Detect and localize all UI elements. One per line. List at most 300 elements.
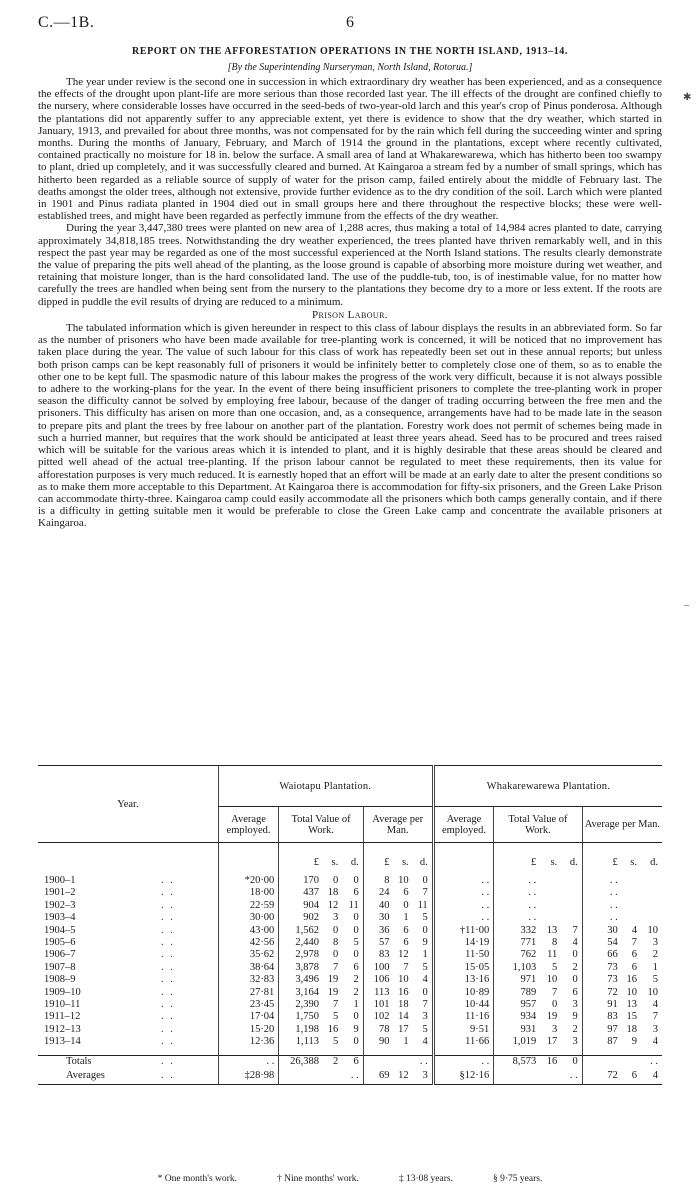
waiotapu-value-shillings-cell: 7 bbox=[333, 961, 339, 973]
waiotapu-avg-employed-cell: 23·45 bbox=[218, 999, 279, 1011]
leader-dots: . . bbox=[161, 1023, 175, 1035]
waiotapu-total-pounds: 26,388 bbox=[279, 1055, 323, 1070]
leader-dots: . . bbox=[161, 999, 175, 1011]
table-row bbox=[38, 900, 662, 912]
waiotapu-value-shillings-cell: 5 bbox=[333, 1011, 339, 1023]
whaka-value-shillings-cell bbox=[540, 912, 561, 924]
waiotapu-value-shillings-cell: 5 bbox=[333, 1036, 339, 1048]
year-cell: 1909–10 bbox=[44, 986, 81, 998]
waiotapu-per-man-pence-cell: 11 bbox=[417, 899, 428, 911]
prison-labour-table bbox=[38, 765, 662, 1085]
paragraph-drought: The year under review is the second one in succession in which extraordinary dry weather has been experienced, and as a consequence the effects of the drought upon plant-life are more serious than those recorded last year. The ill effects of the drought are confined chiefly to the nursery, where considerable losses have occurred in the seed-beds of two-year-old larch and this year's crop of Pinus ponderosa. Although the plantations did not apparently suffer to any appreciable extent, yet there is evidence to show that the dry weather, which started in January, 1913, and prevailed for about three months, was not compensated for by the rain which fell during the succeeding winter and spring months. During the months of January, February, and March of 1914 the ground in the plantations, except where recently cultivated, contained practically no moisture for 18 in. below the surface. A small area of land at Whakarewarewa, which has hitherto been too swampy to plant, dried up completely, and it was successfully cleared and burned. At Kaingaroa a stream fed by a number of small springs, which has hitherto been regarded as a reliable source of supply of water for the prison camp, failed entirely about the middle of February last. The deaths amongst the older trees, although not extensive, provide further evidence as to the dry condition of the soil. Larch which were planted in 1901 and Pinus radiata planted in 1904 died out in small groups here and there throughout the respective blocks; these were well-established trees, and might have been regarded as perfectly immune from the effects of the dry weather. bbox=[38, 76, 662, 223]
year-cell: 1902–3 bbox=[44, 899, 76, 911]
whaka-per-man-pounds-cell: 54 bbox=[582, 937, 622, 949]
unit-shillings: s. bbox=[401, 856, 409, 868]
waiotapu-value-pounds-cell: 3,496 bbox=[279, 974, 323, 986]
totals-row bbox=[38, 1055, 662, 1070]
waiotapu-value-shillings-cell: 3 bbox=[333, 912, 339, 924]
year-cell: 1903–4 bbox=[44, 912, 76, 924]
waiotapu-value-pounds-cell: 2,978 bbox=[279, 949, 323, 961]
waiotapu-value-pence-cell: 2 bbox=[353, 974, 359, 986]
leader-dots: . . bbox=[279, 1070, 363, 1085]
whaka-avg-employed-cell: 11·16 bbox=[433, 1011, 494, 1023]
unit-pence: d. bbox=[650, 856, 658, 868]
table-row bbox=[38, 875, 662, 887]
whaka-avg-employed-overall: §12·16 bbox=[433, 1070, 494, 1085]
waiotapu-value-pounds-cell: 2,390 bbox=[279, 999, 323, 1011]
leader-dots: . . bbox=[161, 1036, 175, 1048]
table-row bbox=[38, 1011, 662, 1023]
waiotapu-avg-employed-cell: 22·59 bbox=[218, 900, 279, 912]
whaka-value-pence-cell: 7 bbox=[572, 924, 578, 936]
waiotapu-per-man-pounds-cell: 8 bbox=[363, 875, 393, 887]
whaka-per-man-pence-cell: 10 bbox=[647, 986, 658, 998]
whaka-per-man-shillings-cell: 10 bbox=[626, 986, 637, 998]
whaka-value-pence-cell bbox=[561, 887, 582, 899]
whaka-per-man-pence-cell: 3 bbox=[652, 1023, 658, 1035]
waiotapu-per-man-shillings-cell: 0 bbox=[403, 899, 409, 911]
whaka-per-man-pounds-cell: 87 bbox=[582, 1036, 622, 1048]
year-cell: 1910–11 bbox=[44, 999, 81, 1011]
leader-dots: . . bbox=[433, 1055, 494, 1070]
waiotapu-per-man-shillings-cell: 12 bbox=[398, 949, 409, 961]
whaka-per-man-shillings-cell: 6 bbox=[631, 961, 637, 973]
whaka-total-value-header: Total Value of Work. bbox=[494, 807, 582, 843]
whaka-per-man-pence-cell bbox=[641, 912, 662, 924]
waiotapu-per-man-pounds-cell: 57 bbox=[363, 937, 393, 949]
waiotapu-avg-employed-cell: 30·00 bbox=[218, 912, 279, 924]
report-body bbox=[38, 76, 662, 530]
whaka-avg-employed-cell: 11·50 bbox=[433, 949, 494, 961]
waiotapu-per-man-pounds-cell: 101 bbox=[363, 999, 393, 1011]
whaka-value-pence-cell: 2 bbox=[572, 961, 578, 973]
whaka-value-pence-cell: 2 bbox=[572, 1023, 578, 1035]
margin-mark: – bbox=[684, 600, 689, 611]
waiotapu-value-shillings-cell: 0 bbox=[333, 924, 339, 936]
whaka-per-man-shillings-cell: 4 bbox=[631, 924, 637, 936]
waiotapu-value-shillings-cell: 0 bbox=[333, 875, 339, 886]
whaka-avg-pounds: 72 bbox=[582, 1070, 622, 1085]
waiotapu-value-pence-cell: 5 bbox=[353, 937, 359, 949]
whaka-per-man-pence-cell: 7 bbox=[652, 1011, 658, 1023]
whaka-per-man-shillings-cell bbox=[622, 900, 641, 912]
waiotapu-per-man-pence-cell: 4 bbox=[422, 974, 428, 986]
whaka-per-man-pence-cell bbox=[641, 887, 662, 899]
waiotapu-per-man-pence-cell: 7 bbox=[422, 887, 428, 899]
unit-pounds: £ bbox=[494, 843, 541, 876]
table-row bbox=[38, 912, 662, 924]
whaka-per-man-pounds-cell: 91 bbox=[582, 999, 622, 1011]
whaka-per-man-pounds-cell: . . bbox=[582, 900, 622, 912]
waiotapu-value-pence-cell: 0 bbox=[353, 924, 359, 936]
whaka-value-shillings-cell: 3 bbox=[551, 1023, 558, 1035]
whaka-value-shillings-cell: 8 bbox=[551, 937, 558, 949]
whaka-total-pence: 0 bbox=[572, 1056, 578, 1068]
whaka-avg-employed-cell: 10·89 bbox=[433, 987, 494, 999]
waiotapu-per-man-pounds-cell: 100 bbox=[363, 962, 393, 974]
whaka-avg-employed-cell: 10·44 bbox=[433, 999, 494, 1011]
leader-dots: . . bbox=[494, 1070, 582, 1085]
waiotapu-value-pence-cell: 11 bbox=[348, 899, 359, 911]
whaka-per-man-pounds-cell: 73 bbox=[582, 974, 622, 986]
whaka-per-man-shillings-cell: 15 bbox=[626, 1011, 637, 1023]
report-title: REPORT ON THE AFFORESTATION OPERATIONS IN THE NORTH ISLAND, 1913–14. bbox=[132, 46, 568, 57]
waiotapu-value-pence-cell: 0 bbox=[353, 1011, 359, 1023]
waiotapu-total-value-header: Total Value of Work. bbox=[279, 807, 363, 843]
year-cell: 1904–5 bbox=[44, 924, 76, 936]
whaka-avg-per-man-header: Average per Man. bbox=[582, 807, 662, 843]
leader-dots: . . bbox=[161, 961, 175, 973]
whaka-total-shillings: 16 bbox=[546, 1056, 558, 1068]
waiotapu-per-man-shillings-cell: 16 bbox=[398, 986, 409, 998]
waiotapu-avg-per-man-header: Average per Man. bbox=[363, 807, 433, 843]
waiotapu-total-shillings: 2 bbox=[333, 1056, 339, 1068]
whaka-per-man-pence-cell: 1 bbox=[652, 961, 658, 973]
waiotapu-value-shillings-cell: 8 bbox=[333, 937, 339, 949]
waiotapu-per-man-shillings-cell: 1 bbox=[403, 1036, 409, 1048]
waiotapu-per-man-pence-cell: 5 bbox=[422, 1023, 428, 1035]
waiotapu-value-shillings-cell: 19 bbox=[327, 986, 339, 998]
leader-dots: . . bbox=[161, 949, 175, 961]
waiotapu-per-man-shillings-cell: 10 bbox=[398, 974, 409, 986]
whaka-value-pence-cell bbox=[561, 875, 582, 887]
table-row bbox=[38, 949, 662, 961]
footnote-section: § 9·75 years. bbox=[492, 1174, 543, 1184]
footnote-double-dagger: ‡ 13·08 years. bbox=[398, 1174, 453, 1184]
leader-dots: . . bbox=[161, 912, 175, 924]
leader-dots: . . bbox=[363, 1055, 433, 1070]
whaka-avg-employed-cell: 14·19 bbox=[433, 937, 494, 949]
page-header bbox=[38, 14, 662, 38]
whaka-avg-employed-cell: . . bbox=[433, 887, 494, 899]
table-row bbox=[38, 937, 662, 949]
waiotapu-value-shillings-cell: 7 bbox=[333, 999, 339, 1011]
leader-dots: . . bbox=[218, 1055, 279, 1070]
section-heading-prison-labour: Prison Labour. bbox=[312, 308, 388, 321]
waiotapu-value-pence-cell: 6 bbox=[353, 961, 359, 973]
whaka-per-man-shillings-cell: 16 bbox=[626, 974, 637, 986]
whaka-total-pounds: 8,573 bbox=[494, 1055, 541, 1070]
whaka-value-shillings-cell bbox=[540, 887, 561, 899]
year-cell: 1913–14 bbox=[44, 1036, 81, 1048]
whaka-value-shillings-cell: 17 bbox=[546, 1036, 558, 1048]
whaka-value-pounds-cell: 332 bbox=[494, 925, 541, 937]
waiotapu-per-man-pence-cell: 3 bbox=[422, 1011, 428, 1023]
waiotapu-per-man-pounds-cell: 36 bbox=[363, 925, 393, 937]
waiotapu-value-pence-cell: 9 bbox=[353, 1023, 359, 1035]
report-subtitle: [By the Superintending Nurseryman, North Island, Rotorua.] bbox=[227, 62, 473, 73]
whaka-value-pounds-cell: . . bbox=[494, 887, 541, 899]
averages-label: Averages bbox=[66, 1070, 105, 1082]
waiotapu-per-man-pounds-cell: 30 bbox=[363, 912, 393, 924]
waiotapu-value-pounds-cell: 902 bbox=[279, 912, 323, 924]
whaka-value-shillings-cell: 10 bbox=[546, 974, 558, 986]
waiotapu-value-pounds-cell: 1,198 bbox=[279, 1024, 323, 1036]
year-cell: 1908–9 bbox=[44, 974, 76, 986]
waiotapu-avg-employed-cell: 27·81 bbox=[218, 987, 279, 999]
waiotapu-avg-employed-cell: 35·62 bbox=[218, 949, 279, 961]
unit-pounds: £ bbox=[279, 843, 323, 876]
waiotapu-avg-employed-cell: 43·00 bbox=[218, 925, 279, 937]
waiotapu-per-man-pounds-cell: 106 bbox=[363, 974, 393, 986]
leader-dots: . . bbox=[161, 875, 175, 886]
page-reference: C.—1B. bbox=[38, 14, 95, 31]
whaka-value-shillings-cell: 19 bbox=[546, 1011, 558, 1023]
waiotapu-per-man-shillings-cell: 6 bbox=[403, 937, 409, 949]
waiotapu-per-man-pounds-cell: 102 bbox=[363, 1011, 393, 1023]
unit-shillings: s. bbox=[550, 856, 558, 868]
waiotapu-value-pounds-cell: 1,562 bbox=[279, 925, 323, 937]
unit-shillings: s. bbox=[630, 856, 637, 868]
whaka-per-man-shillings-cell bbox=[622, 912, 641, 924]
waiotapu-value-pounds-cell: 1,113 bbox=[279, 1036, 323, 1048]
waiotapu-avg-shillings: 12 bbox=[398, 1070, 409, 1082]
waiotapu-header: Waiotapu Plantation. bbox=[218, 766, 433, 807]
leader-dots: . . bbox=[582, 1055, 662, 1070]
waiotapu-value-pence-cell: 2 bbox=[353, 986, 359, 998]
whaka-per-man-pounds-cell: . . bbox=[582, 887, 622, 899]
waiotapu-avg-pence: 3 bbox=[422, 1070, 428, 1082]
waiotapu-per-man-pence-cell: 9 bbox=[422, 937, 428, 949]
waiotapu-value-pounds-cell: 2,440 bbox=[279, 937, 323, 949]
waiotapu-value-pounds-cell: 170 bbox=[279, 875, 323, 887]
whaka-per-man-pence-cell: 10 bbox=[647, 924, 658, 936]
year-cell: 1911–12 bbox=[44, 1011, 81, 1023]
whakarewarewa-header: Whakarewarewa Plantation. bbox=[433, 766, 662, 807]
waiotapu-value-pounds-cell: 3,878 bbox=[279, 962, 323, 974]
whaka-per-man-pounds-cell: . . bbox=[582, 912, 622, 924]
waiotapu-avg-employed-cell: 32·83 bbox=[218, 974, 279, 986]
whaka-value-pence-cell: 3 bbox=[572, 999, 578, 1011]
whaka-value-pence-cell bbox=[561, 912, 582, 924]
waiotapu-per-man-shillings-cell: 7 bbox=[403, 961, 409, 973]
whaka-avg-employed-header: Average employed. bbox=[433, 807, 494, 843]
whaka-avg-pence: 4 bbox=[652, 1070, 658, 1082]
waiotapu-per-man-pounds-cell: 78 bbox=[363, 1024, 393, 1036]
year-column-header: Year. bbox=[38, 766, 218, 843]
whaka-per-man-pence-cell: 5 bbox=[652, 974, 658, 986]
table-row bbox=[38, 962, 662, 974]
whaka-avg-employed-cell: 13·16 bbox=[433, 974, 494, 986]
totals-label: Totals bbox=[66, 1056, 92, 1068]
footnote-asterisk: * One month's work. bbox=[157, 1174, 237, 1184]
unit-pounds: £ bbox=[363, 843, 393, 876]
whaka-value-pounds-cell: 931 bbox=[494, 1024, 541, 1036]
whaka-avg-shillings: 6 bbox=[631, 1070, 637, 1082]
waiotapu-avg-employed-cell: 38·64 bbox=[218, 962, 279, 974]
leader-dots: . . bbox=[161, 887, 175, 899]
whaka-value-pounds-cell: 1,019 bbox=[494, 1036, 541, 1048]
whaka-per-man-pence-cell bbox=[641, 900, 662, 912]
waiotapu-value-pence-cell: 0 bbox=[353, 1036, 359, 1048]
table-row bbox=[38, 987, 662, 999]
waiotapu-per-man-pence-cell: 5 bbox=[422, 912, 428, 924]
waiotapu-per-man-shillings-cell: 14 bbox=[398, 1011, 409, 1023]
whaka-value-pence-cell: 3 bbox=[572, 1036, 578, 1048]
waiotapu-value-pence-cell: 6 bbox=[353, 887, 359, 899]
waiotapu-avg-employed-cell: 12·36 bbox=[218, 1036, 279, 1048]
margin-mark: ✱ bbox=[683, 92, 692, 103]
waiotapu-value-pence-cell: 0 bbox=[353, 912, 359, 924]
whaka-per-man-shillings-cell bbox=[622, 887, 641, 899]
leader-dots: . . bbox=[161, 1070, 175, 1082]
table-row bbox=[38, 925, 662, 937]
leader-dots: . . bbox=[161, 1056, 175, 1068]
waiotapu-avg-pounds: 69 bbox=[363, 1070, 393, 1085]
waiotapu-total-pence: 6 bbox=[353, 1056, 359, 1068]
waiotapu-per-man-shillings-cell: 1 bbox=[403, 912, 409, 924]
whaka-per-man-pence-cell: 4 bbox=[652, 999, 658, 1011]
leader-dots: . . bbox=[161, 1011, 175, 1023]
waiotapu-value-pence-cell: 0 bbox=[353, 949, 359, 961]
waiotapu-value-shillings-cell: 18 bbox=[327, 887, 339, 899]
table-row bbox=[38, 887, 662, 899]
waiotapu-per-man-shillings-cell: 6 bbox=[403, 924, 409, 936]
whaka-value-pounds-cell: 1,103 bbox=[494, 962, 541, 974]
waiotapu-value-pence-cell: 0 bbox=[353, 875, 359, 886]
table-row bbox=[38, 974, 662, 986]
whaka-per-man-pounds-cell: 97 bbox=[582, 1024, 622, 1036]
whaka-per-man-shillings-cell: 13 bbox=[626, 999, 637, 1011]
waiotapu-per-man-shillings-cell: 18 bbox=[398, 999, 409, 1011]
whaka-value-pounds-cell: 789 bbox=[494, 987, 541, 999]
whaka-value-pounds-cell: . . bbox=[494, 875, 541, 887]
whaka-value-pounds-cell: . . bbox=[494, 900, 541, 912]
whaka-value-shillings-cell bbox=[540, 900, 561, 912]
waiotapu-per-man-pounds-cell: 24 bbox=[363, 887, 393, 899]
whaka-avg-employed-cell: . . bbox=[433, 900, 494, 912]
waiotapu-avg-employed-cell: 17·04 bbox=[218, 1011, 279, 1023]
whaka-per-man-shillings-cell: 7 bbox=[631, 937, 637, 949]
waiotapu-avg-employed-cell: 42·56 bbox=[218, 937, 279, 949]
waiotapu-value-shillings-cell: 19 bbox=[327, 974, 339, 986]
whaka-per-man-shillings-cell: 9 bbox=[631, 1036, 637, 1048]
whaka-value-pounds-cell: 957 bbox=[494, 999, 541, 1011]
whaka-per-man-pence-cell: 2 bbox=[652, 949, 658, 961]
waiotapu-per-man-shillings-cell: 10 bbox=[398, 875, 409, 886]
whaka-per-man-pounds-cell: 72 bbox=[582, 987, 622, 999]
whaka-avg-employed-cell: . . bbox=[433, 912, 494, 924]
whaka-value-shillings-cell: 13 bbox=[546, 924, 558, 936]
year-cell: 1900–1 bbox=[44, 875, 76, 886]
waiotapu-per-man-pence-cell: 0 bbox=[422, 986, 428, 998]
waiotapu-per-man-pence-cell: 0 bbox=[422, 924, 428, 936]
waiotapu-value-pounds-cell: 1,750 bbox=[279, 1011, 323, 1023]
unit-pounds: £ bbox=[582, 843, 622, 876]
whaka-avg-employed-cell: 15·05 bbox=[433, 962, 494, 974]
whaka-value-pence-cell: 9 bbox=[572, 1011, 578, 1023]
whaka-value-shillings-cell: 0 bbox=[551, 999, 558, 1011]
leader-dots: . . bbox=[161, 974, 175, 986]
table-footnotes bbox=[38, 1174, 662, 1184]
whaka-per-man-pounds-cell: 30 bbox=[582, 925, 622, 937]
unit-pence: d. bbox=[419, 856, 428, 868]
paragraph-planting: During the year 3,447,380 trees were planted on new area of 1,288 acres, thus making a total of 14,984 acres planted to date, carrying approximately 34,818,185 trees. Notwithstanding the dry weather experienced, the trees planted have thriven remarkably well, and in this respect the past year may be regarded as one of the most successful experienced at the North Island stations. The results clearly demonstrate the value of preparing the pits well ahead of the planting, as the loose ground is capable of absorbing more moisture during wet weather, and retaining that moisture longer, than is the hard consolidated land. The use of the puddle-tub, too, is of inestimable value, for no matter how carefully the trees are handled when being sent from the nursery to the plantations they become dry to a more or less extent. If the roots are dipped in puddle the evil results of drying are reduced to a minimum. bbox=[38, 222, 662, 308]
waiotapu-avg-employed-overall: ‡28·98 bbox=[218, 1070, 279, 1085]
whaka-per-man-pence-cell: 3 bbox=[652, 937, 658, 949]
waiotapu-avg-employed-cell: 18·00 bbox=[218, 887, 279, 899]
whaka-value-shillings-cell: 5 bbox=[551, 961, 558, 973]
whaka-value-shillings-cell bbox=[540, 875, 561, 887]
unit-pence: d. bbox=[569, 856, 578, 868]
waiotapu-per-man-pence-cell: 1 bbox=[422, 949, 428, 961]
whaka-value-pounds-cell: . . bbox=[494, 912, 541, 924]
whaka-avg-employed-cell: †11·00 bbox=[433, 925, 494, 937]
year-cell: 1906–7 bbox=[44, 949, 76, 961]
whaka-avg-employed-cell: 9·51 bbox=[433, 1024, 494, 1036]
year-cell: 1912–13 bbox=[44, 1023, 81, 1035]
table-row bbox=[38, 999, 662, 1011]
waiotapu-per-man-pounds-cell: 113 bbox=[363, 987, 393, 999]
whaka-per-man-pence-cell bbox=[641, 875, 662, 887]
page-number: 6 bbox=[346, 14, 354, 31]
waiotapu-per-man-shillings-cell: 6 bbox=[403, 887, 409, 899]
whaka-value-pence-cell: 6 bbox=[572, 986, 578, 998]
paragraph-prison-labour: The tabulated information which is given hereunder in respect to this class of labour displays the results in an abbreviated form. So far as the number of prisoners who have been made available for tree-planting work is concerned, it will be noticed that no improvement has taken place during the year. The value of such labour for this class of work has repeatedly been set out in these annual reports; but unless both prison camps can be kept reasonably full of prisoners it would be infinitely better to completely close one of them, so as to enable the other one to be kept full. The spasmodic nature of this labour makes the progress of the work very difficult, because it is not always possible to adhere to the working-plans for the year. In the event of there being insufficient prisoners to complete the tree-planting work in proper season the difficulty cannot be solved by employing free labour, because of the danger of trading occurring between the free men and the prisoners. This difficulty has arisen on more than one occasion, and, as a consequence, arrangements have had to be made late in the season to prepare pits and plant the trees by free labour on another part of the plantation. Forestry work does not permit of schemes being made in such a hurried manner, but requires that the work should be anticipated at least three years ahead. Seed has to be procured and trees raised which will be suitable for the various areas which it is intended to plant, and it is highly desirable that these areas should be cleared and pitted well ahead of the actual tree-planting. If the prison labour cannot be regulated to meet these requirements, then its value for afforestation purposes is very much reduced. It is earnestly hoped that an effort will be made at an early date to alter the present conditions so as to make them more acceptable to this Department. At Kaingaroa there is accommodation for fifty-six prisoners, and the Green Lake Prison can accommodate thirty-three. Kaingaroa camp could easily accommodate all the prisoners which both camps generally contain, and if there is a difficulty in getting suitable men it would be preferable to close the Green Lake camp and concentrate the available prisoners at Kaingaroa. bbox=[38, 322, 662, 530]
waiotapu-value-shillings-cell: 16 bbox=[327, 1023, 339, 1035]
table-row bbox=[38, 1024, 662, 1036]
whaka-avg-employed-cell: 11·66 bbox=[433, 1036, 494, 1048]
unit-shillings: s. bbox=[331, 856, 339, 868]
waiotapu-value-pence-cell: 1 bbox=[353, 999, 359, 1011]
whaka-per-man-shillings-cell: 6 bbox=[631, 949, 637, 961]
whaka-value-shillings-cell: 7 bbox=[551, 986, 558, 998]
waiotapu-avg-employed-cell: 15·20 bbox=[218, 1024, 279, 1036]
waiotapu-per-man-pence-cell: 7 bbox=[422, 999, 428, 1011]
waiotapu-per-man-pence-cell: 4 bbox=[422, 1036, 428, 1048]
whaka-value-pence-cell: 0 bbox=[572, 974, 578, 986]
whaka-value-pence-cell bbox=[561, 900, 582, 912]
table-row bbox=[38, 1036, 662, 1048]
year-cell: 1901–2 bbox=[44, 887, 76, 899]
leader-dots: . . bbox=[161, 924, 175, 936]
leader-dots: . . bbox=[161, 899, 175, 911]
waiotapu-value-shillings-cell: 0 bbox=[333, 949, 339, 961]
whaka-per-man-pence-cell: 4 bbox=[652, 1036, 658, 1048]
waiotapu-value-pounds-cell: 437 bbox=[279, 887, 323, 899]
year-cell: 1905–6 bbox=[44, 937, 76, 949]
waiotapu-per-man-pounds-cell: 83 bbox=[363, 949, 393, 961]
waiotapu-per-man-pounds-cell: 90 bbox=[363, 1036, 393, 1048]
waiotapu-per-man-pounds-cell: 40 bbox=[363, 900, 393, 912]
whaka-value-pounds-cell: 934 bbox=[494, 1011, 541, 1023]
whaka-value-pence-cell: 4 bbox=[572, 937, 578, 949]
whaka-per-man-pounds-cell: 83 bbox=[582, 1011, 622, 1023]
averages-row bbox=[38, 1070, 662, 1085]
table-body bbox=[38, 875, 662, 1049]
whaka-value-pounds-cell: 771 bbox=[494, 937, 541, 949]
whaka-per-man-pounds-cell: 73 bbox=[582, 962, 622, 974]
waiotapu-value-pounds-cell: 3,164 bbox=[279, 987, 323, 999]
whaka-per-man-shillings-cell bbox=[622, 875, 641, 887]
waiotapu-per-man-shillings-cell: 17 bbox=[398, 1023, 409, 1035]
whaka-per-man-pounds-cell: . . bbox=[582, 875, 622, 887]
waiotapu-per-man-pence-cell: 0 bbox=[422, 875, 428, 886]
whaka-avg-employed-cell: . . bbox=[433, 875, 494, 887]
whaka-value-pounds-cell: 971 bbox=[494, 974, 541, 986]
waiotapu-avg-employed-cell: *20·00 bbox=[218, 875, 279, 887]
leader-dots: . . bbox=[161, 937, 175, 949]
waiotapu-per-man-pence-cell: 5 bbox=[422, 961, 428, 973]
footnote-dagger: † Nine months' work. bbox=[276, 1174, 359, 1184]
year-cell: 1907–8 bbox=[44, 961, 76, 973]
whaka-value-pounds-cell: 762 bbox=[494, 949, 541, 961]
waiotapu-value-pounds-cell: 904 bbox=[279, 900, 323, 912]
whaka-value-pence-cell: 0 bbox=[572, 949, 578, 961]
leader-dots: . . bbox=[161, 986, 175, 998]
unit-pence: d. bbox=[350, 856, 359, 868]
waiotapu-avg-employed-header: Average employed. bbox=[218, 807, 279, 843]
